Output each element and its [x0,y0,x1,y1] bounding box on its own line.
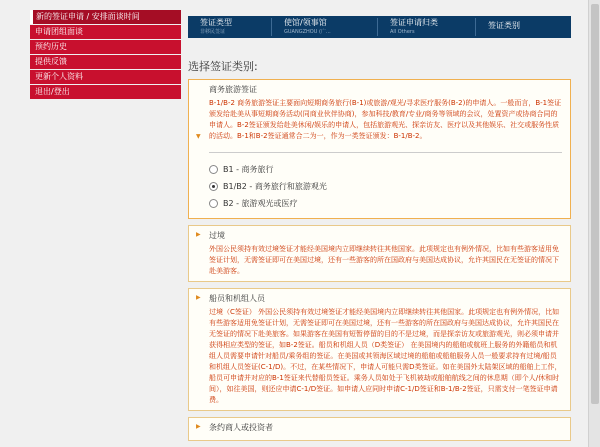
radio-button-selected[interactable] [209,182,218,191]
breadcrumb-step-label: 使馆/领事馆 [284,18,327,27]
radio-label: B1 - 商务旅行 [223,165,274,174]
visa-section-business-tourism [188,79,571,219]
breadcrumb-step-post[interactable] [272,16,378,38]
vertical-scrollbar[interactable] [588,0,600,447]
sidebar-item-new-application[interactable]: 新的签证申请 / 安排面谈时间 [30,10,181,24]
visa-class-options [209,152,562,218]
radio-option-b2[interactable] [209,195,562,212]
breadcrumb-step-value: 非移民签证 [200,29,226,35]
section-description: 外国公民须持有效过境签证才能经美国境内立即继续转往其他国家。此项规定也有例外情况，比如有些游客适用免签证计划，无需签证即可在美国过境，还有一些游客的所在国政府与美国达成协议，允许其国民在无签证的情况下赴美游客。 [209,245,559,275]
radio-button[interactable] [209,165,218,174]
section-heading[interactable]: 过境 [209,231,225,240]
main-content [188,45,571,447]
section-heading[interactable]: 船员和机组人员 [209,294,265,303]
section-description: 过境（C签证） 外国公民须持有效过境签证才能经美国境内立即继续转往其他国家。此项规定也有例外情况，比如有些游客适用免签证计划，无需签证即可在美国过境，还有一些游客的所在国政府与美国达成协议，允许其国民在无签证的情况下赴美旅客。如果游客在美国有短暂停留的目的不是过境，而是探亲访友或旅游观光，则必须申请并获得相应类型的签证，如B-2签证。船员和机组人员（D类签证） 在美国境内的船舶或航班上服务的外籍船员和机组人员需要申请针对船员/乘务组的签证。在美国或其领海区域过境的船舶或船舶服务人员一般要求持有过境/船员和机组人员签证(C-1/D)。不过，在某些情况下，申请人可能只需D类签证。如在美国外太陆架区域的船舶上工作，船员可申请并对应的B-1签证来代替船员签证。乘务人员如处于飞机被劫或船舶航线之间的休息期（即个人/休和时间），如往美国，则还应申请C-1/D签证。如申请人应同时申请C-1/D签证和B-1/B-2签证，只需支付一笔签证申请费。 [209,308,562,404]
sidebar-item-update-profile[interactable]: 更新个人资料 [30,70,181,84]
breadcrumb-step-value: GUANGZHOU (广... [284,29,331,35]
scrollbar-thumb[interactable] [591,4,599,404]
triangle-right-icon[interactable]: ▶ [196,231,201,238]
triangle-down-icon[interactable]: ▼ [196,133,201,140]
triangle-right-icon[interactable]: ▶ [196,423,201,430]
sidebar-item-logout[interactable]: 退出/登出 [30,85,181,99]
section-description [189,433,570,440]
radio-label: B1/B2 - 商务旅行和旅游观光 [223,182,327,191]
sidebar-item-appointment-history[interactable]: 预约历史 [30,40,181,54]
visa-section-crew [188,288,571,411]
sidebar-menu [30,10,181,100]
visa-section-transit [188,225,571,282]
breadcrumb-step-label: 签证类型 [200,18,232,27]
breadcrumb-step-visa-type[interactable] [188,16,272,38]
radio-label: B2 - 旅游观光或医疗 [223,199,298,208]
section-description: B-1/B-2 商务旅游签证主要面向短期商务旅行(B-1)或旅游/观光/寻求医疗服务(B-2)的申请人。一般而言，B-1签证颁发给赴美从事短期商务活动(同商业伙伴协商)，参加科技/教育/专业/商务等领域的会议，处置资产或协商合同的申请人。B-2签证颁发给赴美休闲/娱乐的申请人，包括旅游观光、探亲访友、医疗以及其他娱乐、社交或服务性质的活动。B-1和B-2签证通常合二为一，作为一类签证颁发：B-1/B-2。 [209,99,562,140]
breadcrumb [188,16,571,38]
breadcrumb-step-value: All Others [390,29,415,35]
radio-button[interactable] [209,199,218,208]
sidebar-item-feedback[interactable]: 提供反馈 [30,55,181,69]
breadcrumb-step-visa-category-group[interactable] [378,16,476,38]
radio-option-b1-b2[interactable] [209,178,562,195]
radio-option-b1[interactable] [209,161,562,178]
page-title: 选择签证类别: [188,60,258,73]
sidebar-item-group-interview[interactable]: 申请团组面谈 [30,25,181,39]
section-heading[interactable]: 条约商人或投资者 [209,423,273,432]
triangle-right-icon[interactable]: ▶ [196,294,201,301]
breadcrumb-step-label: 签证类别 [488,21,520,30]
breadcrumb-step-label: 签证申请归类 [390,18,438,27]
visa-section-treaty-trader [188,417,571,441]
section-heading[interactable]: 商务旅游签证 [209,85,257,94]
breadcrumb-step-visa-category [476,16,534,38]
